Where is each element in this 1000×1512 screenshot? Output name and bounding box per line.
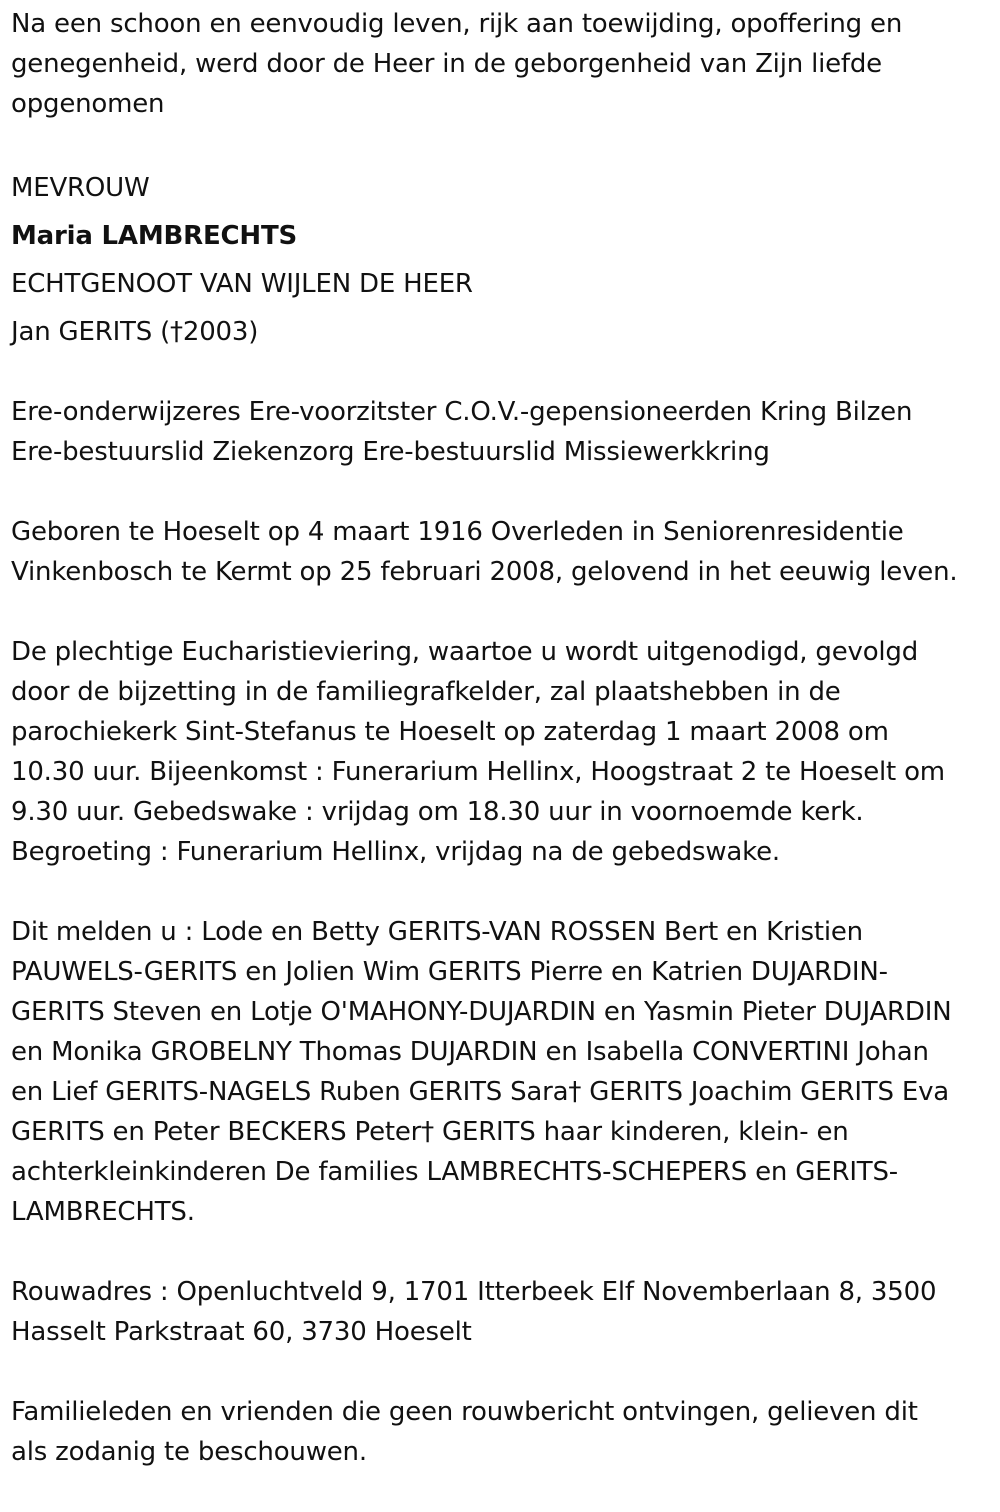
ceremony-line: 10.30 uur. Bijeenkomst : Funerarium Hellinx, Hoogstraat 2 te Hoeselt om [11, 757, 945, 787]
birth-death-line: Vinkenbosch te Kermt op 25 februari 2008, gelovend in het eeuwig leven. [11, 557, 958, 587]
family-paragraph [11, 912, 995, 1232]
ceremony-line: De plechtige Eucharistieviering, waartoe u wordt uitgenodigd, gevolgd [11, 637, 919, 667]
deceased-name: Maria LAMBRECHTS [11, 221, 298, 251]
ceremony-line: 9.30 uur. Gebedswake : vrijdag om 18.30 uur in voornoemde kerk. [11, 797, 864, 827]
ceremony-line: door de bijzetting in de familiegrafkelder, zal plaatshebben in de [11, 677, 841, 707]
honors-line: Ere-onderwijzeres Ere-voorzitster C.O.V.-gepensioneerden Kring Bilzen [11, 397, 913, 427]
ceremony-line: Begroeting : Funerarium Hellinx, vrijdag na de gebedswake. [11, 837, 780, 867]
address-line: Hasselt Parkstraat 60, 3730 Hoeselt [11, 1317, 472, 1347]
deceased-heading [11, 164, 995, 356]
family-line: LAMBRECHTS. [11, 1197, 195, 1227]
family-line: achterkleinkinderen De families LAMBRECHTS-SCHEPERS en GERITS- [11, 1157, 898, 1187]
ceremony-line: parochiekerk Sint-Stefanus te Hoeselt op zaterdag 1 maart 2008 om [11, 717, 889, 747]
address-line: Rouwadres : Openluchtveld 9, 1701 Itterbeek Elf Novemberlaan 8, 3500 [11, 1277, 937, 1307]
spouse-line: Jan GERITS (†2003) [11, 317, 259, 347]
address-paragraph [11, 1272, 995, 1352]
closing-line: als zodanig te beschouwen. [11, 1437, 367, 1467]
family-line: en Monika GROBELNY Thomas DUJARDIN en Isabella CONVERTINI Johan [11, 1037, 929, 1067]
family-line: GERITS en Peter BECKERS Peter† GERITS haar kinderen, klein- en [11, 1117, 849, 1147]
family-line: PAUWELS-GERITS en Jolien Wim GERITS Pierre en Katrien DUJARDIN- [11, 957, 888, 987]
intro-line: Na een schoon en eenvoudig leven, rijk aan toewijding, opoffering en [11, 9, 903, 39]
intro-line: genegenheid, werd door de Heer in de geborgenheid van Zijn liefde [11, 49, 882, 79]
birth-death-line: Geboren te Hoeselt op 4 maart 1916 Overleden in Seniorenresidentie [11, 517, 904, 547]
intro-line: opgenomen [11, 89, 165, 119]
family-line: GERITS Steven en Lotje O'MAHONY-DUJARDIN en Yasmin Pieter DUJARDIN [11, 997, 952, 1027]
honors-line: Ere-bestuurslid Ziekenzorg Ere-bestuurslid Missiewerkkring [11, 437, 770, 467]
closing-line: Familieleden en vrienden die geen rouwbericht ontvingen, gelieven dit [11, 1397, 918, 1427]
obituary-notice [11, 4, 995, 1512]
title-line: MEVROUW [11, 173, 150, 203]
intro-paragraph [11, 4, 995, 124]
honors-paragraph [11, 392, 995, 472]
relation-line: ECHTGENOOT VAN WIJLEN DE HEER [11, 269, 473, 299]
closing-paragraph [11, 1392, 995, 1472]
ceremony-paragraph [11, 632, 995, 872]
birth-death-paragraph [11, 512, 995, 592]
family-line: en Lief GERITS-NAGELS Ruben GERITS Sara† GERITS Joachim GERITS Eva [11, 1077, 950, 1107]
family-line: Dit melden u : Lode en Betty GERITS-VAN ROSSEN Bert en Kristien [11, 917, 863, 947]
